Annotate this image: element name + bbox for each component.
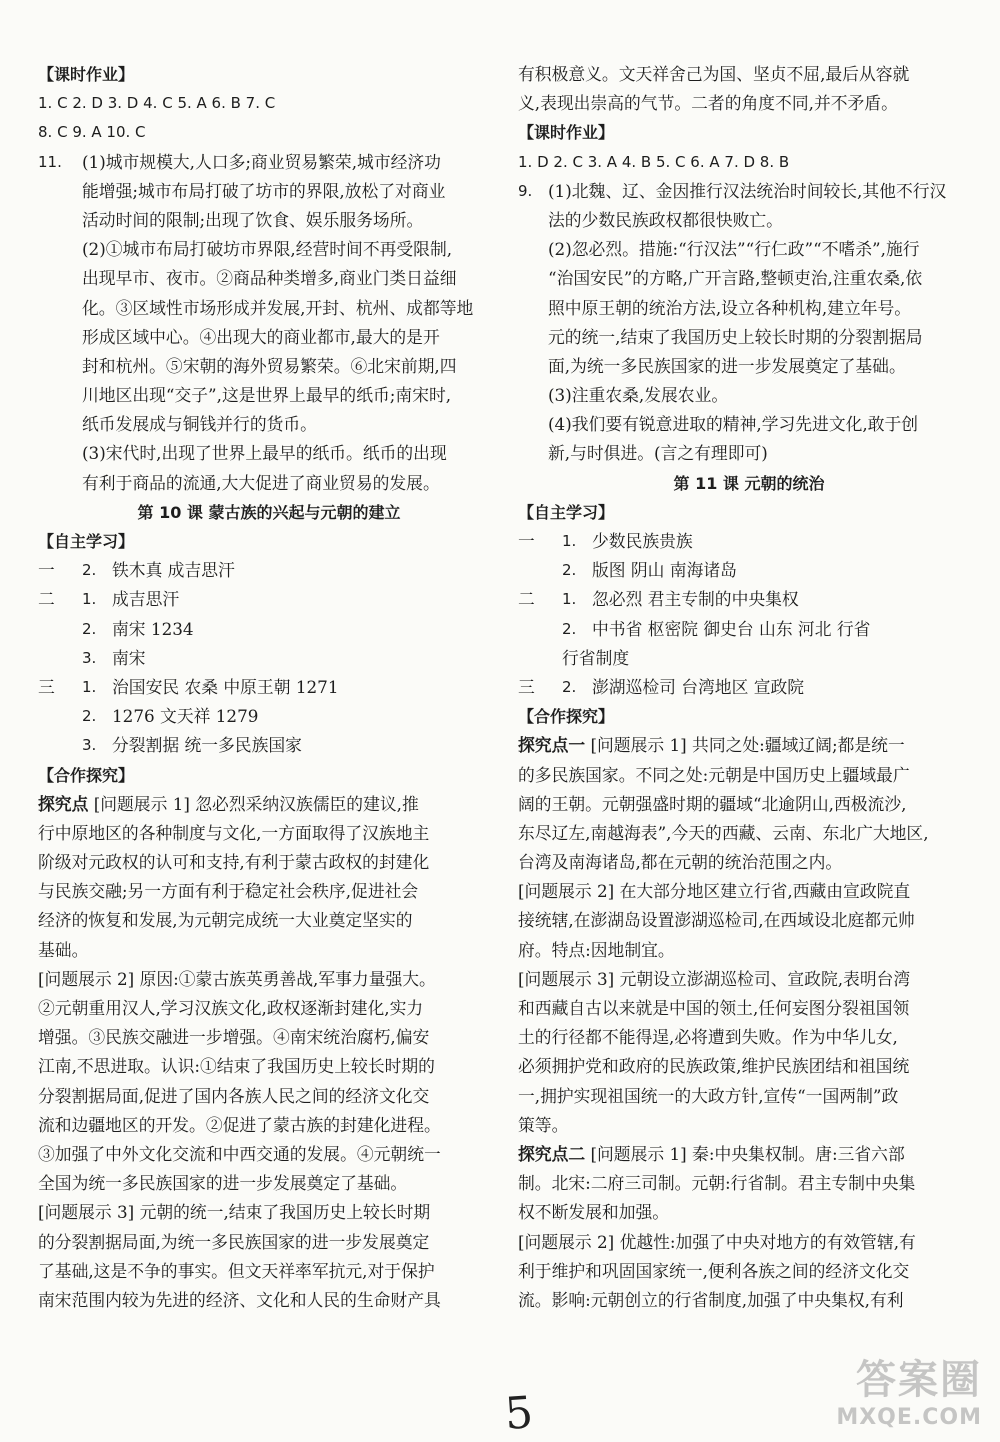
roman-numeral: 一 — [518, 531, 535, 551]
page-number: 5 — [503, 1387, 535, 1440]
text-line: (3)宋代时,出现了世界上最早的纸币。纸币的出现 — [82, 443, 447, 464]
text-line: 阶级对元政权的认可和支持,有利于蒙古政权的封建化 — [38, 852, 430, 873]
text-line: 的分裂割据局面,为统一多民族国家的进一步发展奠定 — [38, 1231, 430, 1252]
text-line: 流。影响:元朝创立的行省制度,加强了中央集权,有利 — [518, 1289, 904, 1310]
item-number: 2. — [562, 677, 577, 696]
explore-point-label: 探究点二 — [518, 1143, 586, 1164]
text-line: 能增强;城市布局打破了坊市的界限,放松了对商业 — [82, 180, 446, 201]
question-9 — [518, 177, 980, 206]
text-line: 法的少数民族政权都很快败亡。 — [548, 209, 783, 230]
text-line: 照中原王朝的统治方法,设立各种机构,建立年号。 — [548, 297, 912, 318]
answer-text: 版图 阴山 南海诸岛 — [592, 560, 737, 581]
item-number: 1. — [562, 590, 577, 609]
text-line: (3)注重农桑,发展农业。 — [548, 385, 729, 406]
answer-text: 中书省 枢密院 御史台 山东 河北 行省 — [592, 618, 871, 639]
answer-line: 1. C 2. D 3. D 4. C 5. A 6. B 7. C — [38, 94, 276, 113]
text-line: 接统辖,在澎湖岛设置澎湖巡检司,在西域设北庭都元帅 — [518, 910, 915, 931]
roman-numeral: 二 — [38, 589, 55, 610]
text-line: [问题展示 3] 元朝的统一,结束了我国历史上较长时期 — [38, 1202, 431, 1223]
question-number: 9. — [518, 181, 533, 200]
text-line: 形成区域中心。④出现大的商业都市,最大的是开 — [82, 326, 440, 347]
item-number: 1. — [82, 677, 97, 696]
answer-text: 南宋 — [112, 647, 146, 668]
explore-point-label: 探究点 — [38, 793, 89, 814]
text-line: 化。③区域性市场形成并发展,开封、杭州、成都等地 — [82, 297, 474, 318]
text-line: [问题展示 3] 元朝设立澎湖巡检司、宣政院,表明台湾 — [518, 968, 911, 989]
text-line: [问题展示 2] 原因:①蒙古族英勇善战,军事力量强大。 — [38, 968, 436, 989]
item-number: 2. — [562, 561, 577, 580]
text-line: 元的统一,结束了我国历史上较长时期的分裂割据局 — [548, 326, 923, 347]
text-line: 台湾及南海诸岛,都在元朝的统治范围之内。 — [518, 852, 843, 873]
text-line: (1)城市规模大,人口多;商业贸易繁荣,城市经济功 — [82, 151, 441, 172]
text-line: 流和边疆地区的开发。②促进了蒙古族的封建化进程。 — [38, 1114, 441, 1135]
answer-text: 铁木真 成吉思汗 — [112, 560, 235, 581]
text-line: 有积极意义。文天祥舍己为国、坚贞不屈,最后从容就 — [518, 64, 910, 84]
roman-numeral: 一 — [38, 560, 55, 581]
item-number: 1. — [82, 590, 97, 609]
text-line: 活动时间的限制;出现了饮食、娱乐服务场所。 — [82, 209, 424, 230]
text-line: 的多民族国家。不同之处:元朝是中国历史上疆域最广 — [518, 764, 910, 785]
text-line: 一,拥护实现祖国统一的大政方针,宣传“一国两制”政 — [518, 1085, 899, 1106]
text-line: 了基础,这是不争的事实。但文天祥率军抗元,对于保护 — [38, 1260, 435, 1281]
text-line: 出现早市、夜市。②商品种类增多,商业门类日益细 — [82, 268, 457, 289]
text-line: 与民族交融;另一方面有利于稳定社会秩序,促进社会 — [38, 881, 419, 902]
roman-numeral: 三 — [38, 676, 55, 697]
text-line: 面,为统一多民族国家的进一步发展奠定了基础。 — [548, 355, 906, 376]
item-number: 3. — [82, 736, 97, 755]
text-line: 新,与时俱进。(言之有理即可) — [548, 443, 768, 464]
answer-line: 8. C 9. A 10. C — [38, 123, 146, 142]
lesson-title: 第 11 课 元朝的统治 — [673, 473, 825, 493]
text-line: [问题展示 2] 在大部分地区建立行省,西藏由宣政院直 — [518, 881, 911, 902]
text-line: [问题展示 1] 秦:中央集权制。唐:三省六部 — [585, 1143, 905, 1164]
text-line: 江南,不思进取。认识:①结束了我国历史上较长时期的 — [38, 1056, 435, 1077]
text-line: 阔的王朝。元朝强盛时期的疆域“北逾阴山,西极流沙, — [518, 793, 907, 814]
text-line: “治国安民”的方略,广开言路,整顿吏治,注重农桑,依 — [548, 268, 923, 289]
text-line: 东尽辽左,南越海表”,今天的西藏、云南、东北广大地区, — [518, 822, 929, 843]
text-line: 府。特点:因地制宜。 — [518, 939, 675, 960]
text-line: [问题展示 1] 忽必烈采纳汉族儒臣的建议,推 — [88, 793, 419, 814]
item-number: 2. — [82, 707, 97, 726]
text-line: 制。北宋:二府三司制。元朝:行省制。君主专制中央集 — [518, 1173, 916, 1194]
text-line: 南宋范围内较为先进的经济、文化和人民的生命财产具 — [38, 1289, 441, 1310]
watermark-logo: 答案圈 — [856, 1357, 982, 1403]
text-line: [问题展示 1] 共同之处:疆域辽阔;都是统一 — [585, 735, 905, 756]
text-line: 行中原地区的各种制度与文化,一方面取得了汉族地主 — [38, 822, 430, 843]
text-line: 纸币发展成与铜钱并行的货币。 — [82, 414, 317, 435]
answer-text: 少数民族贵族 — [592, 531, 693, 551]
text-line: 增强。③民族交融进一步增强。④南宋统治腐朽,偏安 — [38, 1027, 430, 1048]
item-number: 2. — [82, 561, 97, 580]
text-line: ③加强了中外文化交流和中西交通的发展。④元朝统一 — [38, 1143, 441, 1164]
text-line: 基础。 — [38, 939, 89, 960]
section-heading-self-study: 【自主学习】 — [38, 532, 135, 551]
answer-line: 1. D 2. C 3. A 4. B 5. C 6. A 7. D 8. B — [518, 152, 790, 171]
lesson-title: 第 10 课 蒙古族的兴起与元朝的建立 — [137, 502, 401, 522]
answer-text: 1276 文天祥 1279 — [112, 706, 259, 727]
question-number: 11. — [38, 152, 62, 171]
left-column — [38, 60, 500, 1315]
text-line: [问题展示 2] 优越性:加强了中央对地方的有效管辖,有 — [518, 1231, 916, 1252]
text-line: 分裂割据局面,促进了国内各族人民之间的经济文化交 — [38, 1085, 430, 1106]
item-number: 2. — [562, 619, 577, 638]
section-heading-homework: 【课时作业】 — [518, 123, 615, 143]
text-line: 必须拥护党和政府的民族政策,维护民族团结和祖国统 — [518, 1056, 910, 1077]
answer-text: 澎湖巡检司 台湾地区 宣政院 — [592, 676, 805, 697]
text-line: ②元朝重用汉人,学习汉族文化,政权逐渐封建化,实力 — [38, 998, 424, 1018]
section-heading-cooperative: 【合作探究】 — [518, 707, 615, 727]
roman-numeral: 三 — [518, 676, 535, 697]
roman-numeral: 二 — [518, 589, 535, 610]
text-line: 和西藏自古以来就是中国的领土,任何妄图分裂祖国领 — [518, 998, 910, 1018]
explore-point-label: 探究点一 — [518, 735, 586, 756]
section-heading-cooperative: 【合作探究】 — [38, 765, 135, 785]
item-number: 3. — [82, 648, 97, 667]
text-line: 利于维护和巩固国家统一,便利各族之间的经济文化交 — [518, 1260, 910, 1281]
text-line: 土的行径都不能得逞,必将遭到失败。作为中华儿女, — [518, 1027, 898, 1048]
section-heading-homework: 【课时作业】 — [38, 65, 135, 84]
text-line: 策等。 — [518, 1114, 569, 1135]
text-line: 经济的恢复和发展,为元朝完成统一大业奠定坚实的 — [38, 910, 413, 931]
answer-text: 成吉思汗 — [112, 589, 180, 610]
section-heading-self-study: 【自主学习】 — [518, 502, 615, 522]
text-line: (4)我们要有锐意进取的精神,学习先进文化,敢于创 — [548, 414, 919, 435]
text-line: (2)①城市布局打破坊市界限,经营时间不再受限制, — [82, 239, 453, 260]
text-line: 全国为统一多民族国家的进一步发展奠定了基础。 — [38, 1173, 408, 1194]
answer-text: 行省制度 — [562, 647, 630, 668]
text-line: 川地区出现“交子”,这是世界上最早的纸币;南宋时, — [82, 385, 452, 406]
answer-text: 忽必烈 君主专制的中央集权 — [592, 589, 799, 610]
answer-text: 分裂割据 统一多民族国家 — [112, 735, 302, 756]
item-number: 2. — [82, 619, 97, 638]
text-line: 义,表现出崇高的气节。二者的角度不同,并不矛盾。 — [518, 93, 898, 114]
text-line: (2)忽必烈。措施:“行汉法”“行仁政”“不嗜杀”,施行 — [548, 239, 920, 260]
watermark-url: MXQE.COM — [836, 1405, 982, 1430]
answer-text: 南宋 1234 — [112, 618, 194, 639]
answer-text: 治国安民 农桑 中原王朝 1271 — [112, 676, 339, 697]
text-line: (1)北魏、辽、金因推行汉法统治时间较长,其他不行汉 — [548, 180, 947, 201]
item-number: 1. — [562, 532, 577, 550]
watermark — [836, 1348, 982, 1430]
right-column — [518, 60, 980, 1315]
question-11 — [38, 148, 500, 177]
text-line: 有利于商品的流通,大大促进了商业贸易的发展。 — [82, 472, 440, 493]
text-line: 权不断发展和加强。 — [518, 1202, 670, 1223]
text-line: 封和杭州。⑤宋朝的海外贸易繁荣。⑥北宋前期,四 — [82, 355, 457, 376]
